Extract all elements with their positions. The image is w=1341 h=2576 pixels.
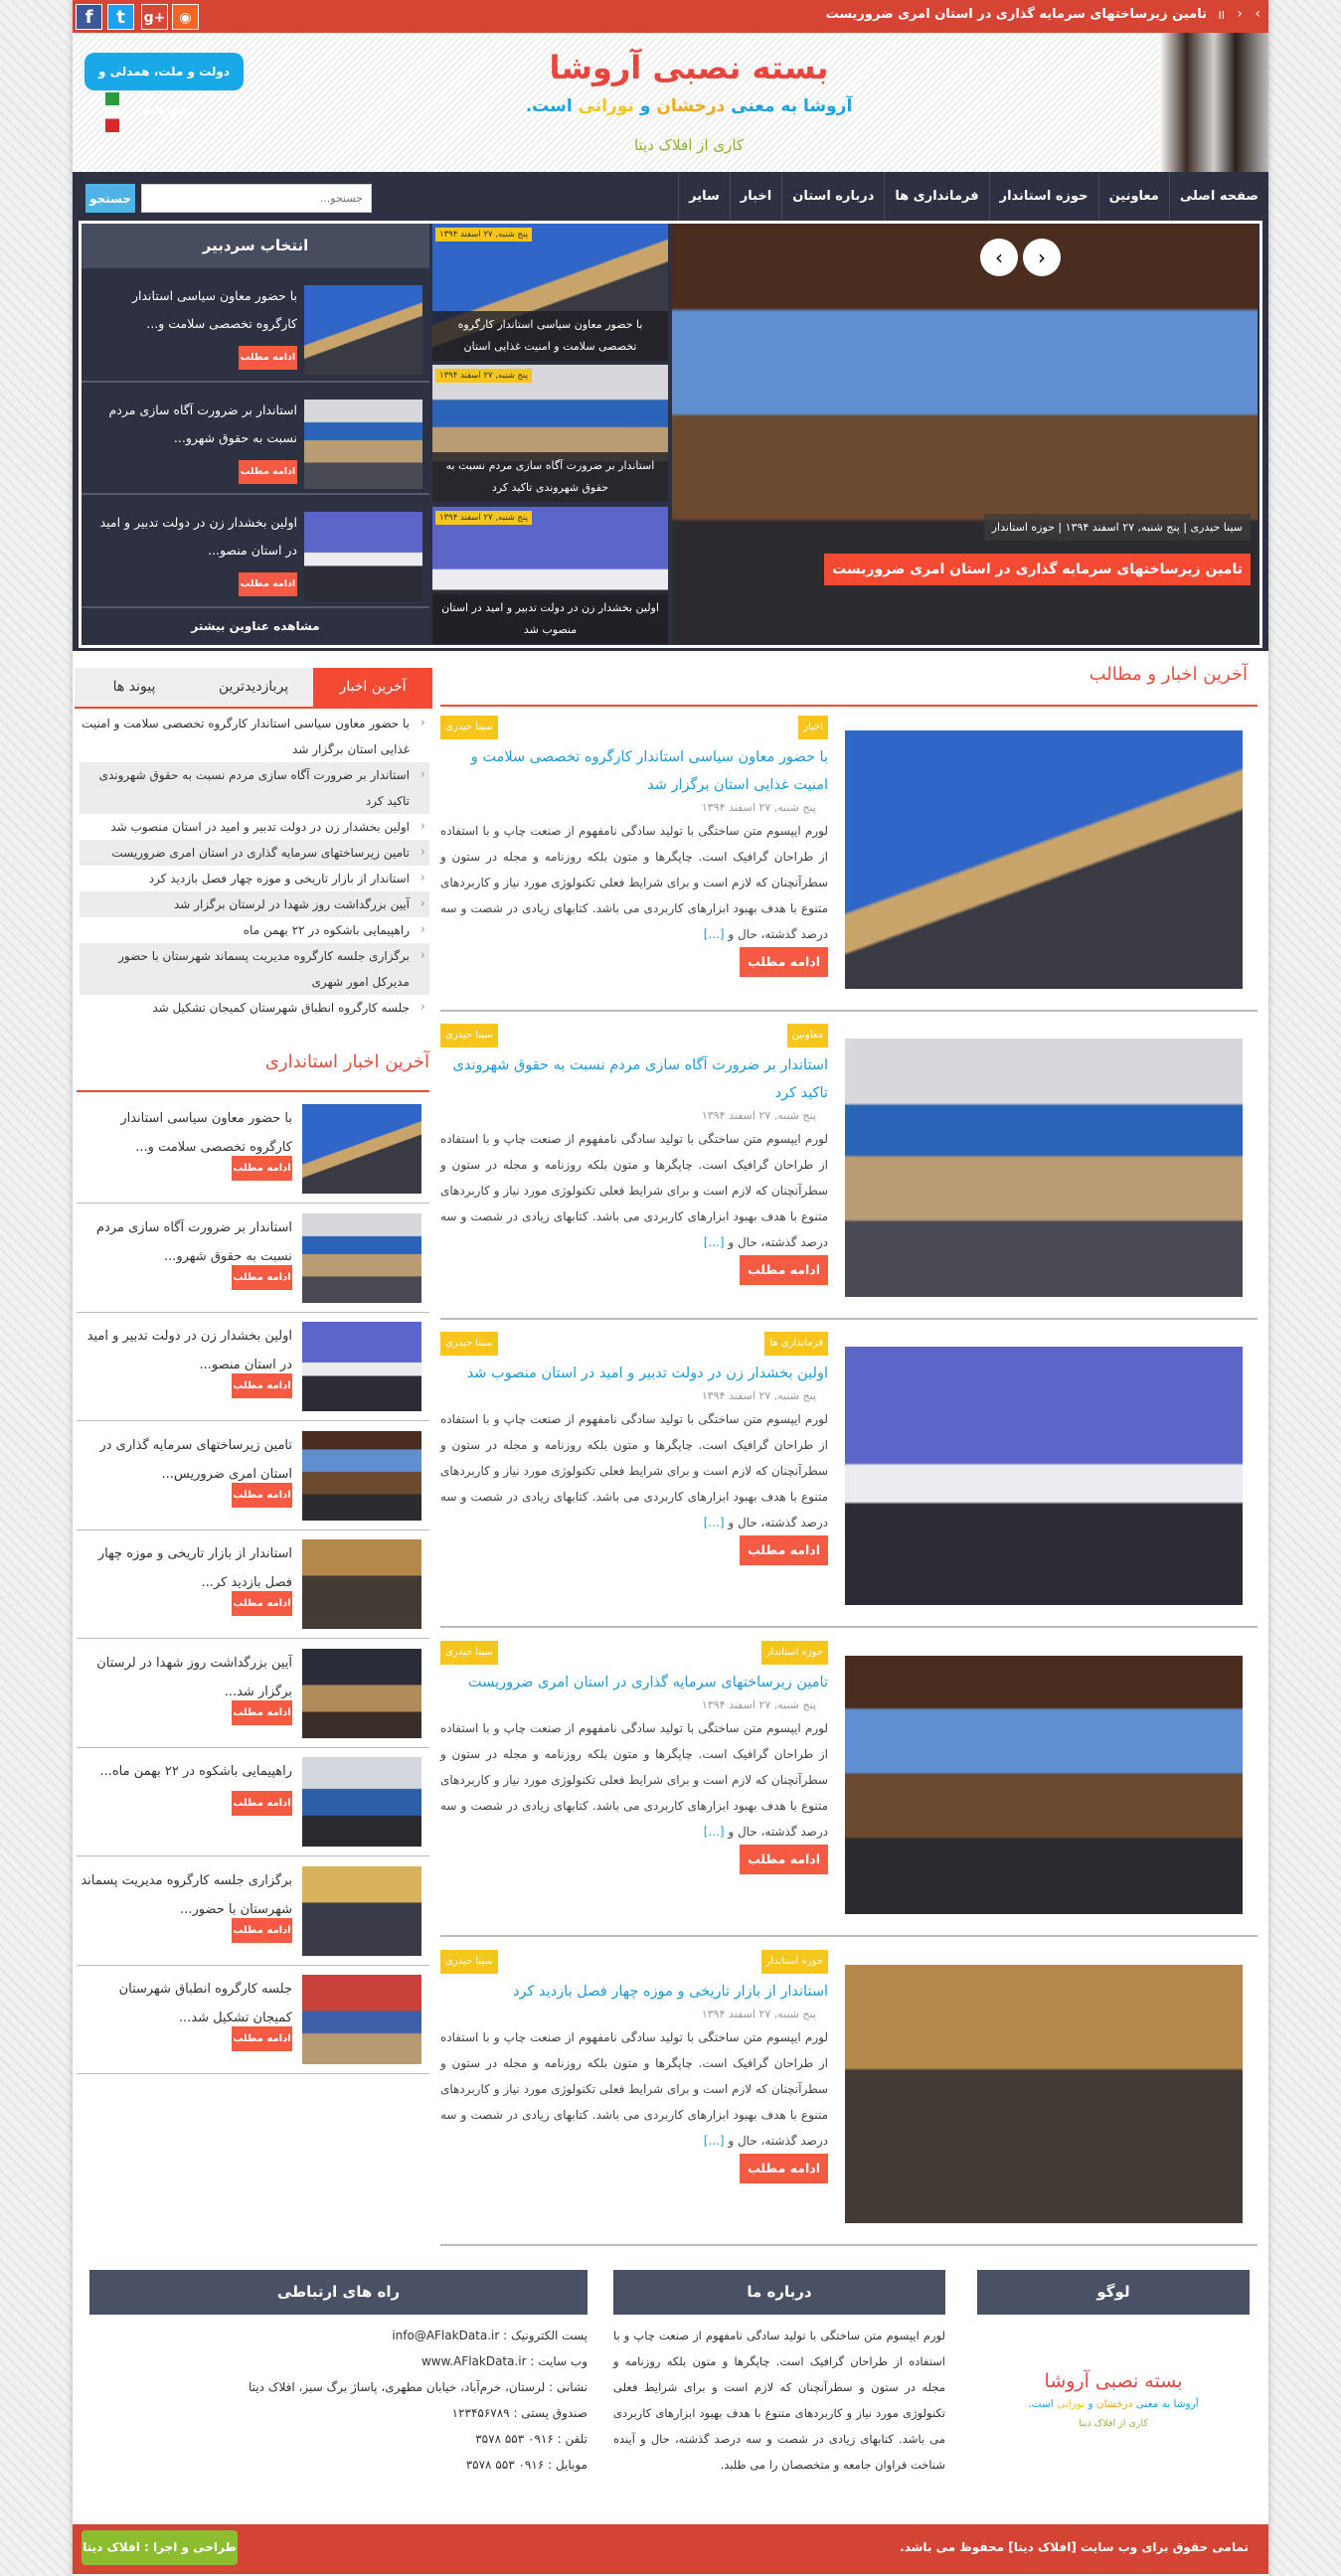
governor-news-item	[77, 1866, 429, 1966]
subtitle-part: نورانی	[578, 96, 634, 116]
ticker-next-icon[interactable]: ›	[1237, 6, 1243, 22]
search-button[interactable]: جستجو	[85, 184, 135, 213]
header-banner	[73, 33, 1268, 172]
editors-pick-title[interactable]: اولین بخشدار زن در دولت تدبیر و امید در استان منصو...	[99, 515, 297, 558]
post-image[interactable]	[845, 1039, 1243, 1297]
ellipsis-link[interactable]: [...]	[703, 1825, 725, 1839]
latest-news-item[interactable]	[80, 711, 429, 762]
post-title[interactable]: استاندار از بازار تاریخی و موزه چهار فصل بازدید کرد	[513, 1984, 828, 2000]
latest-news-title[interactable]: اولین بخشدار زن در دولت تدبیر و امید در استان منصوب شد	[110, 820, 410, 834]
read-more-button[interactable]: ادامه مطلب	[232, 1700, 292, 1725]
heading-underline	[77, 1090, 429, 1092]
post-badges	[440, 1950, 828, 1974]
thumbnail[interactable]	[302, 1866, 421, 1956]
divider	[440, 1626, 1257, 1628]
post-date: پنج شنبه, ۲۷ اسفند ۱۳۹۴	[701, 1109, 816, 1122]
governor-news-title[interactable]: اولین بخشدار زن در دولت تدبیر و امید در استان منصو...	[86, 1329, 292, 1372]
governor-news-item	[77, 1539, 429, 1639]
read-more-button[interactable]: ادامه مطلب	[232, 1483, 292, 1508]
date-badge: پنج شنبه, ۲۷ اسفند ۱۳۹۴	[435, 369, 532, 383]
date-badge: پنج شنبه, ۲۷ اسفند ۱۳۹۴	[435, 511, 532, 525]
governor-news-item	[77, 1322, 429, 1421]
post-item	[440, 1950, 1257, 2248]
latest-news-item[interactable]	[80, 840, 429, 866]
thumbnail[interactable]	[302, 1975, 421, 2064]
governor-news-title[interactable]: جلسه کارگروه انطباق شهرستان کمیجان تشکیل شد...	[118, 1982, 292, 2025]
read-more-button[interactable]: ادامه مطلب	[740, 2154, 828, 2183]
footer-about-header: درباره ما	[613, 2270, 945, 2315]
main-heading: آخرین اخبار و مطالب	[1089, 664, 1248, 685]
footer-logo	[977, 2370, 1250, 2429]
post-text	[440, 1332, 828, 1565]
latest-news-title[interactable]: جلسه کارگروه انطباق شهرستان کمیجان تشکیل شد	[152, 1001, 410, 1015]
post-date: پنج شنبه, ۲۷ اسفند ۱۳۹۴	[701, 801, 816, 814]
subtitle-part: درخشان	[1095, 2398, 1133, 2410]
category-badge[interactable]: معاونین	[787, 1024, 828, 1047]
category-badge[interactable]: فرمانداری ها	[764, 1332, 828, 1356]
post-image[interactable]	[845, 1656, 1243, 1914]
tab-links[interactable]: پیوند ها	[112, 679, 156, 695]
latest-news-item[interactable]	[80, 943, 429, 995]
latest-news-title[interactable]: برگزاری جلسه کارگروه مدیریت پسماند شهرستان با حضور مدیرکل امور شهری	[118, 949, 410, 989]
latest-news-item[interactable]	[80, 762, 429, 814]
category-badge[interactable]: حوزه استاندار	[761, 1641, 828, 1665]
post-item	[440, 1024, 1257, 1322]
tab-latest-news[interactable]: آخرین اخبار	[313, 668, 432, 707]
subtitle-part: آروشا به معنی	[1135, 2398, 1199, 2410]
category-badge[interactable]: حوزه استاندار	[761, 1950, 828, 1974]
latest-news-item[interactable]	[80, 891, 429, 917]
facebook-icon[interactable]: f	[76, 4, 102, 30]
read-more-button[interactable]: ادامه مطلب	[239, 460, 297, 484]
post-badges	[440, 716, 828, 739]
news-ticker[interactable]: تامین زیرساختهای سرمایه گذاری در استان امری ضروریست	[825, 7, 1207, 22]
read-more-button[interactable]: ادامه مطلب	[740, 1535, 828, 1565]
ticker-prev-icon[interactable]: ‹	[1255, 6, 1260, 22]
ellipsis-link[interactable]: [...]	[703, 2134, 725, 2148]
read-more-button[interactable]: ادامه مطلب	[232, 1918, 292, 1943]
excerpt-text: لورم ایپسوم متن ساختگی با تولید سادگی نامفهوم از صنعت چاپ و با استفاده از طراحان گرافیک است. چاپگرها و متون بلکه روزنامه و مجله در ستون و سطرآنچنان که لازم است و برای شرایط فعلی تکنولوژی مورد نیاز و کاربردهای متنوع با هدف بهبود ابزارهای کاربردی می باشد. کتابهای زیادی در شصت و سه درصد گذشته، حال و	[440, 824, 828, 941]
post-date: پنج شنبه, ۲۷ اسفند ۱۳۹۴	[701, 1389, 816, 1402]
read-more-button[interactable]: ادامه مطلب	[239, 572, 297, 596]
thumbnail[interactable]	[302, 1431, 421, 1521]
slider-side-title[interactable]: با حضور معاون سیاسی استاندار کارگروه تخصصی سلامت و امنیت غذایی استان	[432, 311, 668, 361]
footer-contact-header: راه های ارتباطی	[89, 2270, 587, 2315]
slogan-logo: دولت و ملت، همدلی و هم‌زبانی	[84, 53, 244, 90]
post-text	[440, 716, 828, 977]
governor-news-title[interactable]: برگزاری جلسه کارگروه مدیریت پسماند شهرستان با حضور...	[81, 1872, 292, 1917]
divider	[77, 2073, 429, 2074]
top-bar	[73, 0, 1268, 33]
excerpt-text: لورم ایپسوم متن ساختگی با تولید سادگی نامفهوم از صنعت چاپ و با استفاده از طراحان گرافیک است. چاپگرها و متون بلکه روزنامه و مجله در ستون و سطرآنچنان که لازم است و برای شرایط فعلی تکنولوژی مورد نیاز و کاربردهای متنوع با هدف بهبود ابزارهای کاربردی می باشد. کتابهای زیادی در شصت و سه درصد گذشته، حال و	[440, 1721, 828, 1839]
read-more-button[interactable]: ادامه مطلب	[239, 346, 297, 370]
latest-news-item[interactable]	[80, 866, 429, 891]
contact-line: موبایل : ۰۹۱۶ ۵۵۳ ۳۵۷۸	[465, 2458, 587, 2472]
chevron-left-icon: ‹	[419, 845, 425, 860]
slider-side-item[interactable]	[432, 224, 668, 361]
editors-pick-item	[82, 381, 429, 493]
nav-item[interactable]: صفحه اصلی	[1169, 172, 1268, 221]
editors-pick	[82, 224, 429, 644]
author-badge[interactable]: سینا حیدری	[440, 1024, 498, 1047]
divider	[440, 1318, 1257, 1320]
bottom-bar	[73, 2524, 1268, 2574]
latest-news-item[interactable]	[80, 995, 429, 1021]
post-text	[440, 1641, 828, 1874]
footer-contact-list	[89, 2323, 587, 2478]
editors-pick-header: انتخاب سردبیر	[82, 224, 429, 268]
subtitle-part: است.	[1028, 2398, 1054, 2410]
latest-news-title[interactable]: استاندار بر ضرورت آگاه سازی مردم نسبت به حقوق شهروندی تاکید کرد	[98, 768, 410, 808]
latest-news-title[interactable]: استاندار از بازار تاریخی و موزه چهار فصل بازدید کرد	[148, 872, 410, 886]
editors-pick-title[interactable]: استاندار بر ضرورت آگاه سازی مردم نسبت به حقوق شهرو...	[108, 402, 297, 445]
ticker-pause-icon[interactable]: II	[1218, 9, 1225, 22]
subtitle-part: است.	[525, 96, 573, 116]
post-title[interactable]: استاندار بر ضرورت آگاه سازی مردم نسبت به حقوق شهروندی تاکید کرد	[452, 1057, 828, 1101]
thumbnail[interactable]	[302, 1757, 421, 1847]
slider-prev-icon[interactable]: ‹	[980, 239, 1018, 276]
read-more-button[interactable]: ادامه مطلب	[740, 1255, 828, 1285]
post-title[interactable]: اولین بخشدار زن در دولت تدبیر و امید در استان منصوب شد	[466, 1366, 828, 1381]
copyright-text: تمامی حقوق برای وب سایت [افلاک دیتا] محفوظ می باشد.	[900, 2540, 1249, 2554]
post-excerpt	[440, 1126, 828, 1255]
nav-item[interactable]: درباره استان	[781, 172, 884, 221]
governor-news-heading: آخرین اخبار استانداری	[264, 1051, 429, 1072]
site-title: بسته نصبی آروشا	[549, 49, 829, 86]
latest-news-item[interactable]	[80, 814, 429, 840]
divider	[440, 1935, 1257, 1937]
nav-item[interactable]: سایر	[678, 172, 730, 221]
post-image[interactable]	[845, 1347, 1243, 1605]
latest-news-title[interactable]: آیین بزرگداشت روز شهدا در لرستان برگزار شد	[173, 897, 410, 911]
slider-side-title[interactable]: اولین بخشدار زن در دولت تدبیر و امید در استان منصوب شد	[432, 594, 668, 644]
divider	[77, 1747, 429, 1748]
governor-news-title[interactable]: آیین بزرگداشت روز شهدا در لرستان برگزار شد...	[96, 1655, 292, 1699]
main-slide-title[interactable]: تامین زیرساختهای سرمایه گذاری در استان امری ضروریست	[824, 554, 1251, 585]
divider	[440, 2244, 1257, 2246]
divider	[77, 1312, 429, 1313]
contact-line: نشانی : لرستان، خرم‌آباد، خیابان مطهری، پاساژ برگ سبز، افلاک دیتا	[248, 2380, 587, 2394]
subtitle-part: درخشان	[656, 96, 726, 116]
governor-news-item	[77, 1431, 429, 1530]
divider	[77, 1855, 429, 1856]
tab-most-viewed[interactable]: پربازدیدترین	[218, 679, 289, 695]
nav-item[interactable]: معاونین	[1098, 172, 1169, 221]
editors-pick-item	[82, 268, 429, 381]
slider-side-item[interactable]	[432, 507, 668, 644]
thumbnail[interactable]	[304, 512, 422, 601]
ellipsis-link[interactable]: [...]	[703, 1516, 725, 1530]
excerpt-text: لورم ایپسوم متن ساختگی با تولید سادگی نامفهوم از صنعت چاپ و با استفاده از طراحان گرافیک است. چاپگرها و متون بلکه روزنامه و مجله در ستون و سطرآنچنان که لازم است و برای شرایط فعلی تکنولوژی مورد نیاز و کاربردهای متنوع با هدف بهبود ابزارهای کاربردی می باشد. کتابهای زیادی در شصت و سه درصد گذشته، حال و	[440, 1412, 828, 1530]
latest-news-title[interactable]: با حضور معاون سیاسی استاندار کارگروه تخصصی سلامت و امنیت غذایی استان برگزار شد	[82, 717, 410, 756]
governor-news-item	[77, 1757, 429, 1856]
excerpt-text: لورم ایپسوم متن ساختگی با تولید سادگی نامفهوم از صنعت چاپ و با استفاده از طراحان گرافیک است. چاپگرها و متون بلکه روزنامه و مجله در ستون و سطرآنچنان که لازم است و برای شرایط فعلی تکنولوژی مورد نیاز و کاربردهای متنوع با هدف بهبود ابزارهای کاربردی می باشد. کتابهای زیادی در شصت و سه درصد گذشته، حال و	[440, 1132, 828, 1249]
editors-pick-title[interactable]: با حضور معاون سیاسی استاندار کارگروه تخصصی سلامت و...	[131, 288, 297, 331]
contact-line: پست الکترونیک : info@AFlakData.ir	[392, 2329, 587, 2342]
footer-about-text: لورم ایپسوم متن ساختگی با تولید سادگی نامفهوم از صنعت چاپ و با استفاده از طراحان گرافیک است. چاپگرها و متون بلکه روزنامه و مجله در ستون و سطرآنچنان که لازم است و برای شرایط فعلی تکنولوژی مورد نیاز و کاربردهای متنوع با هدف بهبود ابزارهای کاربردی می باشد. کتابهای زیادی در شصت و سه درصد گذشته، حال و آینده شناخت فراوان جامعه و متخصصان را می طلبد.	[613, 2329, 945, 2472]
subtitle-part: و	[639, 96, 651, 116]
latest-news-list	[80, 711, 429, 1021]
main-slide-meta: سینا حیدری | پنج شنبه, ۲۷ اسفند ۱۳۹۴ | حوزه استاندار	[984, 514, 1251, 541]
author-badge[interactable]: سینا حیدری	[440, 1950, 498, 1974]
governor-news-title[interactable]: استاندار بر ضرورت آگاه سازی مردم نسبت به حقوق شهرو...	[95, 1219, 292, 1264]
google-plus-icon[interactable]: g+	[141, 4, 168, 30]
author-badge[interactable]: سینا حیدری	[440, 1332, 498, 1356]
post-badges	[440, 1024, 828, 1047]
footer-logo-header: لوگو	[977, 2270, 1250, 2315]
subtitle-part: و	[1088, 2398, 1093, 2410]
heading-underline	[440, 705, 1257, 707]
read-more-button[interactable]: ادامه مطلب	[232, 1265, 292, 1290]
chevron-left-icon: ‹	[419, 716, 425, 730]
read-more-button[interactable]: ادامه مطلب	[232, 1373, 292, 1398]
post-excerpt	[440, 818, 828, 947]
slider-side-title[interactable]: استاندار بر ضرورت آگاه سازی مردم نسبت به حقوق شهروندی تاکید کرد	[432, 452, 668, 502]
nav-item[interactable]: حوزه استاندار	[989, 172, 1098, 221]
chevron-left-icon: ‹	[419, 871, 425, 886]
governor-news-title[interactable]: استاندار از بازار تاریخی و موزه چهار فصل بازدید کر...	[97, 1546, 292, 1590]
thumbnail[interactable]	[302, 1322, 421, 1411]
read-more-button[interactable]: ادامه مطلب	[232, 1156, 292, 1181]
divider	[77, 1203, 429, 1204]
governor-news-item	[77, 1649, 429, 1748]
more-titles-link[interactable]: مشاهده عناوین بیشتر	[82, 606, 429, 644]
thumbnail[interactable]	[302, 1539, 421, 1629]
site-credit: کاری از افلاک دیتا	[633, 136, 745, 154]
chevron-left-icon: ‹	[419, 1000, 425, 1015]
post-item	[440, 716, 1257, 1014]
contact-line: تلفن : ۰۹۱۶ ۵۵۳ ۳۵۷۸	[475, 2432, 587, 2446]
subtitle-part: نورانی	[1057, 2398, 1086, 2410]
governor-news-item	[77, 1104, 429, 1204]
chevron-left-icon: ‹	[419, 819, 425, 834]
read-more-button[interactable]: ادامه مطلب	[232, 1591, 292, 1616]
sidebar-tabs	[75, 668, 432, 709]
post-excerpt	[440, 2024, 828, 2154]
thumbnail[interactable]	[302, 1213, 421, 1303]
chevron-left-icon: ‹	[419, 896, 425, 911]
excerpt-text: لورم ایپسوم متن ساختگی با تولید سادگی نامفهوم از صنعت چاپ و با استفاده از طراحان گرافیک است. چاپگرها و متون بلکه روزنامه و مجله در ستون و سطرآنچنان که لازم است و برای شرایط فعلی تکنولوژی مورد نیاز و کاربردهای متنوع با هدف بهبود ابزارهای کاربردی می باشد. کتابهای زیادی در شصت و سه درصد گذشته، حال و	[440, 2030, 828, 2148]
divider	[77, 1638, 429, 1639]
category-badge[interactable]: اخبار	[798, 716, 828, 739]
chevron-left-icon: ‹	[419, 922, 425, 937]
slider-next-icon[interactable]: ›	[1023, 239, 1061, 276]
contact-line: صندوق پستی : ۱۲۳۴۵۶۷۸۹	[451, 2406, 587, 2420]
governor-news-title[interactable]: تامین زیرساختهای سرمایه گذاری در استان امری ضروریس...	[99, 1437, 292, 1482]
ellipsis-link[interactable]: [...]	[703, 1235, 725, 1249]
read-more-button[interactable]: ادامه مطلب	[232, 1791, 292, 1816]
subtitle-part: آروشا به معنی	[731, 96, 853, 116]
read-more-button[interactable]: ادامه مطلب	[740, 947, 828, 977]
author-badge[interactable]: سینا حیدری	[440, 716, 498, 739]
author-badge[interactable]: سینا حیدری	[440, 1641, 498, 1665]
thumbnail[interactable]	[302, 1104, 421, 1194]
editors-pick-item	[82, 493, 429, 605]
post-image[interactable]	[845, 730, 1243, 989]
post-text	[440, 1950, 828, 2183]
read-more-button[interactable]: ادامه مطلب	[740, 1845, 828, 1874]
post-badges	[440, 1332, 828, 1356]
contact-line: وب سایت : www.AFlakData.ir	[420, 2354, 587, 2368]
post-image[interactable]	[845, 1965, 1243, 2223]
thumbnail[interactable]	[304, 400, 422, 489]
governor-news-title[interactable]: راهپیمایی باشکوه در ۲۲ بهمن ماه...	[99, 1764, 292, 1779]
divider	[77, 1420, 429, 1421]
main-slide[interactable]	[672, 224, 1257, 644]
footer-logo-title: بسته نصبی آروشا	[1044, 2370, 1183, 2392]
designer-credit-button[interactable]: طراحی و اجرا : افلاک دیتا	[82, 2530, 238, 2565]
date-badge: پنج شنبه, ۲۷ اسفند ۱۳۹۴	[435, 228, 532, 242]
rss-icon[interactable]: ◉	[172, 4, 199, 30]
post-badges	[440, 1641, 828, 1665]
post-item	[440, 1332, 1257, 1630]
ellipsis-link[interactable]: [...]	[703, 927, 725, 941]
footer-logo-subtitle	[977, 2398, 1250, 2410]
divider	[77, 1965, 429, 1966]
thumbnail[interactable]	[302, 1649, 421, 1738]
post-item	[440, 1641, 1257, 1939]
flag-icon	[105, 92, 119, 132]
post-excerpt	[440, 1406, 828, 1535]
governor-news-title[interactable]: با حضور معاون سیاسی استاندار کارگروه تخصصی سلامت و...	[120, 1111, 292, 1155]
governor-news-item	[77, 1975, 429, 2074]
nav-item[interactable]: اخبار	[730, 172, 782, 221]
latest-news-item[interactable]	[80, 917, 429, 943]
governor-news-item	[77, 1213, 429, 1313]
post-text	[440, 1024, 828, 1285]
chevron-left-icon: ‹	[419, 767, 425, 782]
latest-news-title[interactable]: راهپیمایی باشکوه در ۲۲ بهمن ماه	[243, 923, 410, 937]
search-input[interactable]	[141, 184, 372, 213]
divider	[440, 1010, 1257, 1012]
latest-news-title[interactable]: تامین زیرساختهای سرمایه گذاری در استان امری ضروریست	[111, 846, 410, 860]
twitter-icon[interactable]: t	[107, 4, 134, 30]
slider-side-item[interactable]	[432, 365, 668, 502]
post-title[interactable]: با حضور معاون سیاسی استاندار کارگروه تخصصی سلامت و امنیت غذایی استان برگزار شد	[470, 749, 828, 793]
leader-portraits	[1159, 33, 1268, 172]
site-subtitle	[490, 96, 888, 116]
post-excerpt	[440, 1715, 828, 1845]
post-title[interactable]: تامین زیرساختهای سرمایه گذاری در استان امری ضروریست	[467, 1675, 828, 1690]
thumbnail[interactable]	[304, 285, 422, 375]
post-date: پنج شنبه, ۲۷ اسفند ۱۳۹۴	[701, 1698, 816, 1711]
nav-item[interactable]: فرمانداری ها	[884, 172, 988, 221]
footer-logo-credit: کاری از افلاک دیتا	[1079, 2418, 1148, 2429]
post-date: پنج شنبه, ۲۷ اسفند ۱۳۹۴	[701, 2008, 816, 2020]
chevron-left-icon: ‹	[419, 948, 425, 963]
read-more-button[interactable]: ادامه مطلب	[232, 2026, 292, 2051]
